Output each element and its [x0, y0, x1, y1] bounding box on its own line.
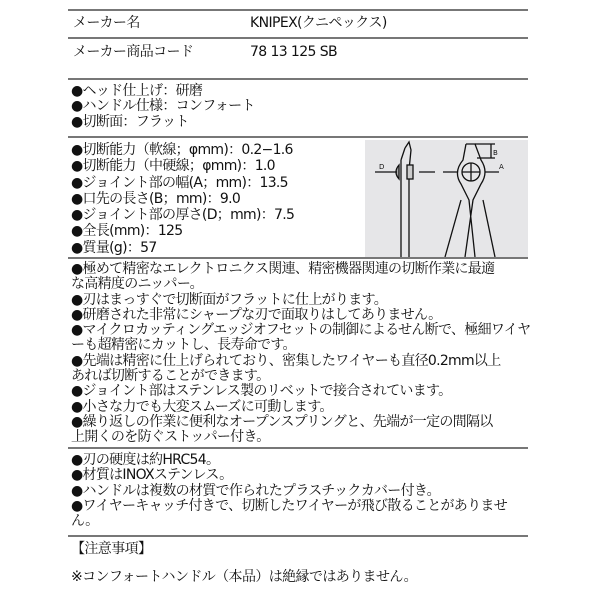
list-item: ●繰り返しの作業に便利なオープンスプリングと、先端が一定の間隔以 — [71, 413, 493, 430]
label-b: B — [493, 149, 498, 157]
list-item: ●切断面：フラット — [71, 113, 189, 130]
list-item: ●ヘッド仕上げ：研磨 — [71, 83, 203, 99]
list-item: な高精度のニッパー。 — [71, 276, 203, 293]
notes-text: ※コンフォートハンドル（本品）は絶縁ではありません。 — [71, 569, 417, 585]
list-item: ●ジョイント部はステンレス製のリベットで接合されています。 — [71, 383, 452, 400]
divider — [68, 37, 528, 39]
list-item: ●マイクロカッティングエッジオフセットの制御によるせん断で、極細ワイヤ — [71, 322, 531, 339]
divider — [68, 136, 528, 138]
code-value: 78 13 125 SB — [250, 44, 337, 60]
list-item: ●ワイヤーキャッチ付きで、切断したワイヤーが飛び散ることがありませ — [71, 497, 507, 514]
list-item: ●小さな力でも大変スムーズに可動します。 — [71, 398, 333, 415]
list-item: ●口先の長さ(B；mm)：9.0 — [71, 190, 241, 207]
list-item: ●ハンドルは複数の材質で作られたプラスチックカバー付き。 — [71, 482, 440, 499]
pliers-dimension-diagram — [365, 140, 528, 257]
maker-value: KNIPEX(クニペックス) — [250, 15, 387, 31]
label-d: D — [379, 163, 385, 171]
materials-list — [71, 453, 507, 529]
list-item: ●先端は精密に仕上げられており、密集したワイヤーも直径0.2mm以上 — [71, 352, 501, 369]
list-item: ●極めて精密なエレクトロニクス関連、精密機器関連の切断作業に最適 — [71, 261, 495, 277]
list-item: ●質量(g)：57 — [71, 239, 157, 256]
list-item: ●刃の硬度は約HRC54。 — [71, 452, 220, 468]
list-item: あれば切断することができます。 — [71, 368, 270, 385]
list-item: ーも超精密にカットし、長寿命です。 — [71, 337, 296, 354]
list-item: ●全長(mm)：125 — [71, 223, 183, 240]
divider — [68, 535, 528, 537]
list-item: ●材質はINOXステンレス。 — [71, 467, 233, 484]
list-item: ●ジョイント部の厚さ(D；mm)：7.5 — [71, 207, 295, 224]
list-item: ●切断能力（軟線；φmm)：0.2−1.6 — [71, 142, 293, 158]
notes-heading: 【注意事項】 — [71, 541, 152, 557]
list-item: ●刃はまっすぐで切断面がフラットに仕上がります。 — [71, 291, 388, 308]
label-a: A — [499, 163, 504, 171]
divider — [68, 9, 528, 11]
list-item: ●ハンドル仕様：コンフォート — [71, 98, 255, 115]
maker-label: メーカー名 — [73, 15, 140, 31]
finish-list — [71, 84, 255, 130]
list-item: ●ジョイント部の幅(A；mm)：13.5 — [71, 174, 288, 191]
spec-list — [71, 142, 294, 256]
divider — [68, 257, 528, 259]
divider — [68, 78, 528, 80]
list-item: ん。 — [71, 513, 99, 530]
list-item: ●切断能力（中硬線；φmm)：1.0 — [71, 158, 275, 175]
list-item: 上開くのを防ぐストッパー付き。 — [71, 429, 270, 446]
features-list — [71, 262, 530, 446]
divider — [68, 447, 528, 449]
list-item: ●研磨された非常にシャープな刃で面取りはしてありません。 — [71, 306, 442, 323]
code-label: メーカー商品コード — [73, 44, 194, 60]
